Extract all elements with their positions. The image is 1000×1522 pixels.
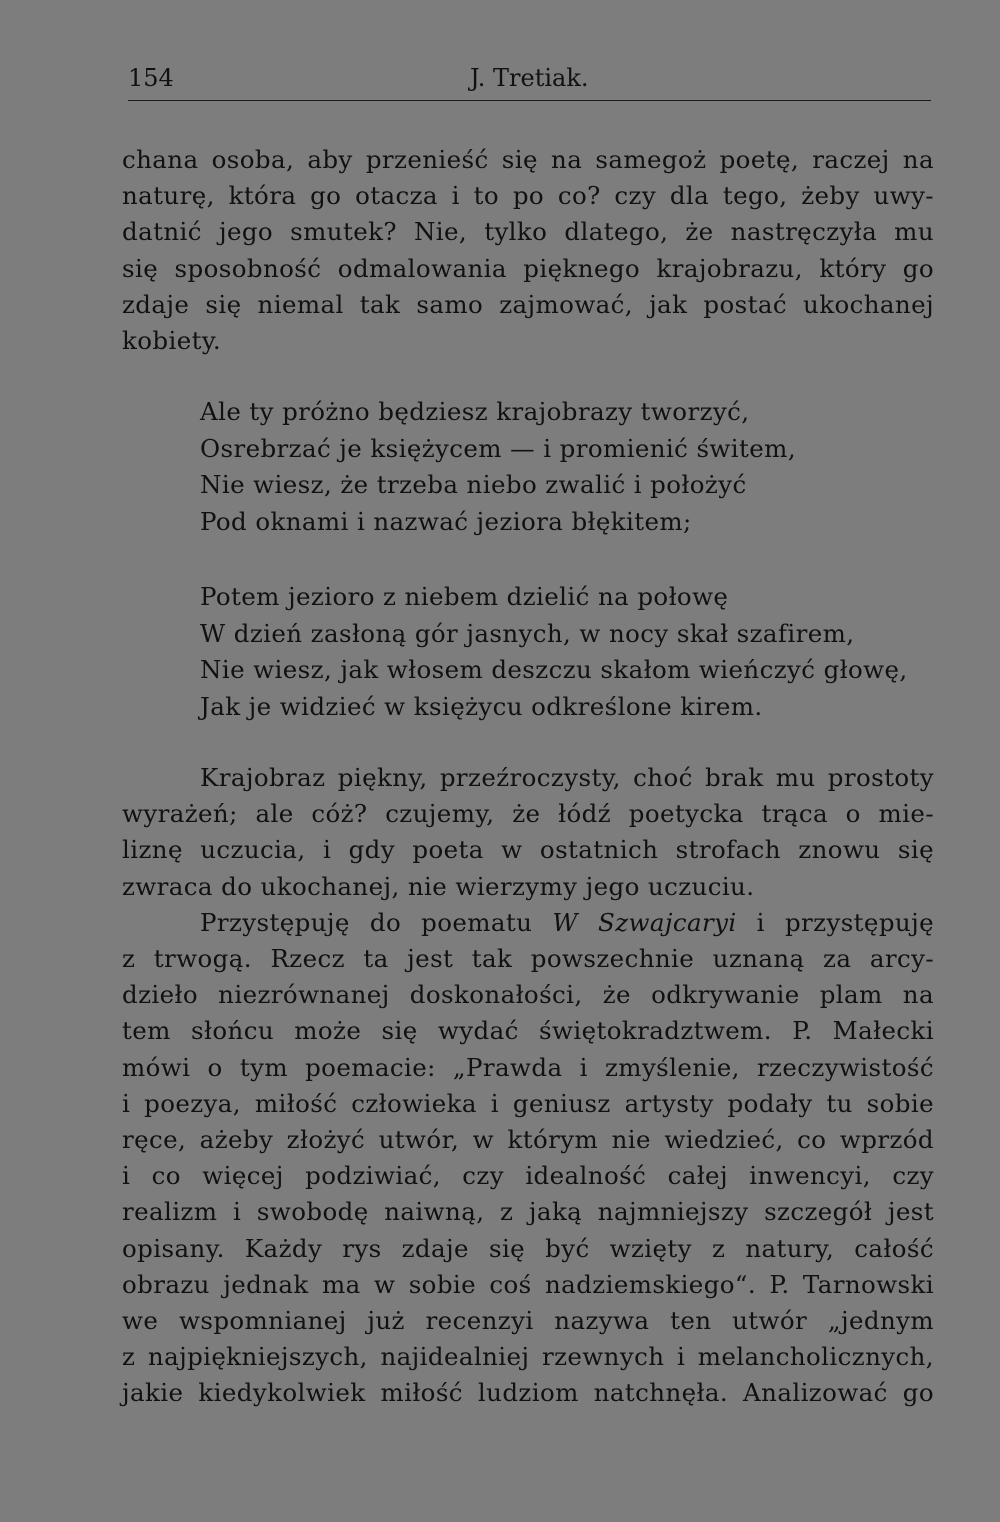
text-line: kobiety.	[122, 326, 222, 356]
text-line: z najpiękniejszych, najidealniej rzewnych i melancholicznych,	[122, 1342, 934, 1372]
text-line: naturę, która go otacza i to po co? czy dla tego, żeby uwy-	[122, 181, 934, 211]
verse-line: W dzień zasłoną gór jasnych, w nocy skał szafirem,	[200, 618, 855, 648]
verse-line: Pod oknami i nazwać jeziora błękitem;	[200, 506, 692, 536]
text-line: i poezya, miłość człowieka i geniusz artysty podały tu sobie	[122, 1088, 934, 1118]
text-line: mówi o tym poemacie: „Prawda i zmyślenie, rzeczywistość	[122, 1052, 934, 1082]
text-line: jakie kiedykolwiek miłość ludziom natchnęła. Analizować go	[122, 1378, 934, 1408]
text-line: tem słońcu może się wydać świętokradztwem. P. Małecki	[122, 1016, 934, 1046]
text-line: datnić jego smutek? Nie, tylko dlatego, że nastręczyła mu	[122, 217, 934, 247]
text-line: i co więcej podziwiać, czy idealność całej inwencyi, czy	[122, 1161, 934, 1191]
verse-line: Nie wiesz, że trzeba niebo zwalić i położyć	[200, 470, 747, 499]
text-line: opisany. Każdy rys zdaje się być wzięty z natury, całość	[122, 1233, 934, 1263]
header-rule	[128, 100, 931, 101]
poem-title-italic: W Szwajcaryi	[552, 907, 737, 937]
text-line: zdaje się niemal tak samo zajmować, jak postać ukochanej	[122, 289, 934, 319]
verse-line: Osrebrzać je księżycem — i promienić świtem,	[200, 433, 797, 463]
verse-line: Jak je widzieć w księżycu odkreślone kirem.	[200, 691, 763, 721]
text-line: chana osoba, aby przenieść się na samegoż poetę, raczej na	[122, 145, 934, 174]
text-line: we wspomnianej już recenzyi nazywa ten utwór „jednym	[122, 1306, 934, 1336]
text-line: ręce, ażeby złożyć utwór, w którym nie wiedzieć, co wprzód	[122, 1125, 934, 1155]
text-line: liznę uczucia, i gdy poeta w ostatnich strofach znowu się	[122, 835, 934, 865]
poem-stanza-1	[200, 394, 920, 540]
poem-stanza-2	[200, 579, 920, 725]
text-line: obrazu jednak ma w sobie coś nadziemskiego“. P. Tarnowski	[122, 1269, 934, 1299]
page-number: 154	[128, 64, 174, 92]
text-line: Krajobraz piękny, przeźroczysty, choć brak mu prostoty	[200, 763, 934, 792]
text-line: się sposobność odmalowania pięknego krajobrazu, który go	[122, 253, 934, 283]
text-line: zwraca do ukochanej, nie wierzymy jego uczuciu.	[122, 871, 755, 901]
paragraph-1	[122, 142, 934, 359]
text-line	[122, 905, 934, 941]
verse-line: Potem jezioro z niebem dzielić na połowę	[200, 582, 729, 611]
paragraph-2	[122, 760, 934, 1412]
verse-line: Ale ty próżno będziesz krajobrazy tworzyć,	[200, 397, 750, 426]
text-line: dzieło niezrównanej doskonałości, że odkrywanie plam na	[122, 980, 934, 1010]
text-line: wyrażeń; ale cóż? czujemy, że łódź poetycka trąca o mie-	[122, 799, 934, 829]
verse-line: Nie wiesz, jak włosem deszczu skałom wieńczyć głowę,	[200, 655, 908, 684]
text-line: realizm i swobodę naiwną, z jaką najmniejszy szczegół jest	[122, 1197, 934, 1227]
text-run: i przystępuję	[736, 907, 934, 937]
text-run: Przystępuję do poematu	[200, 907, 553, 937]
page-header	[128, 64, 928, 98]
text-line: z trwogą. Rzecz ta jest tak powszechnie uznaną za arcy-	[122, 944, 934, 974]
running-title: J. Tretiak.	[470, 64, 589, 92]
